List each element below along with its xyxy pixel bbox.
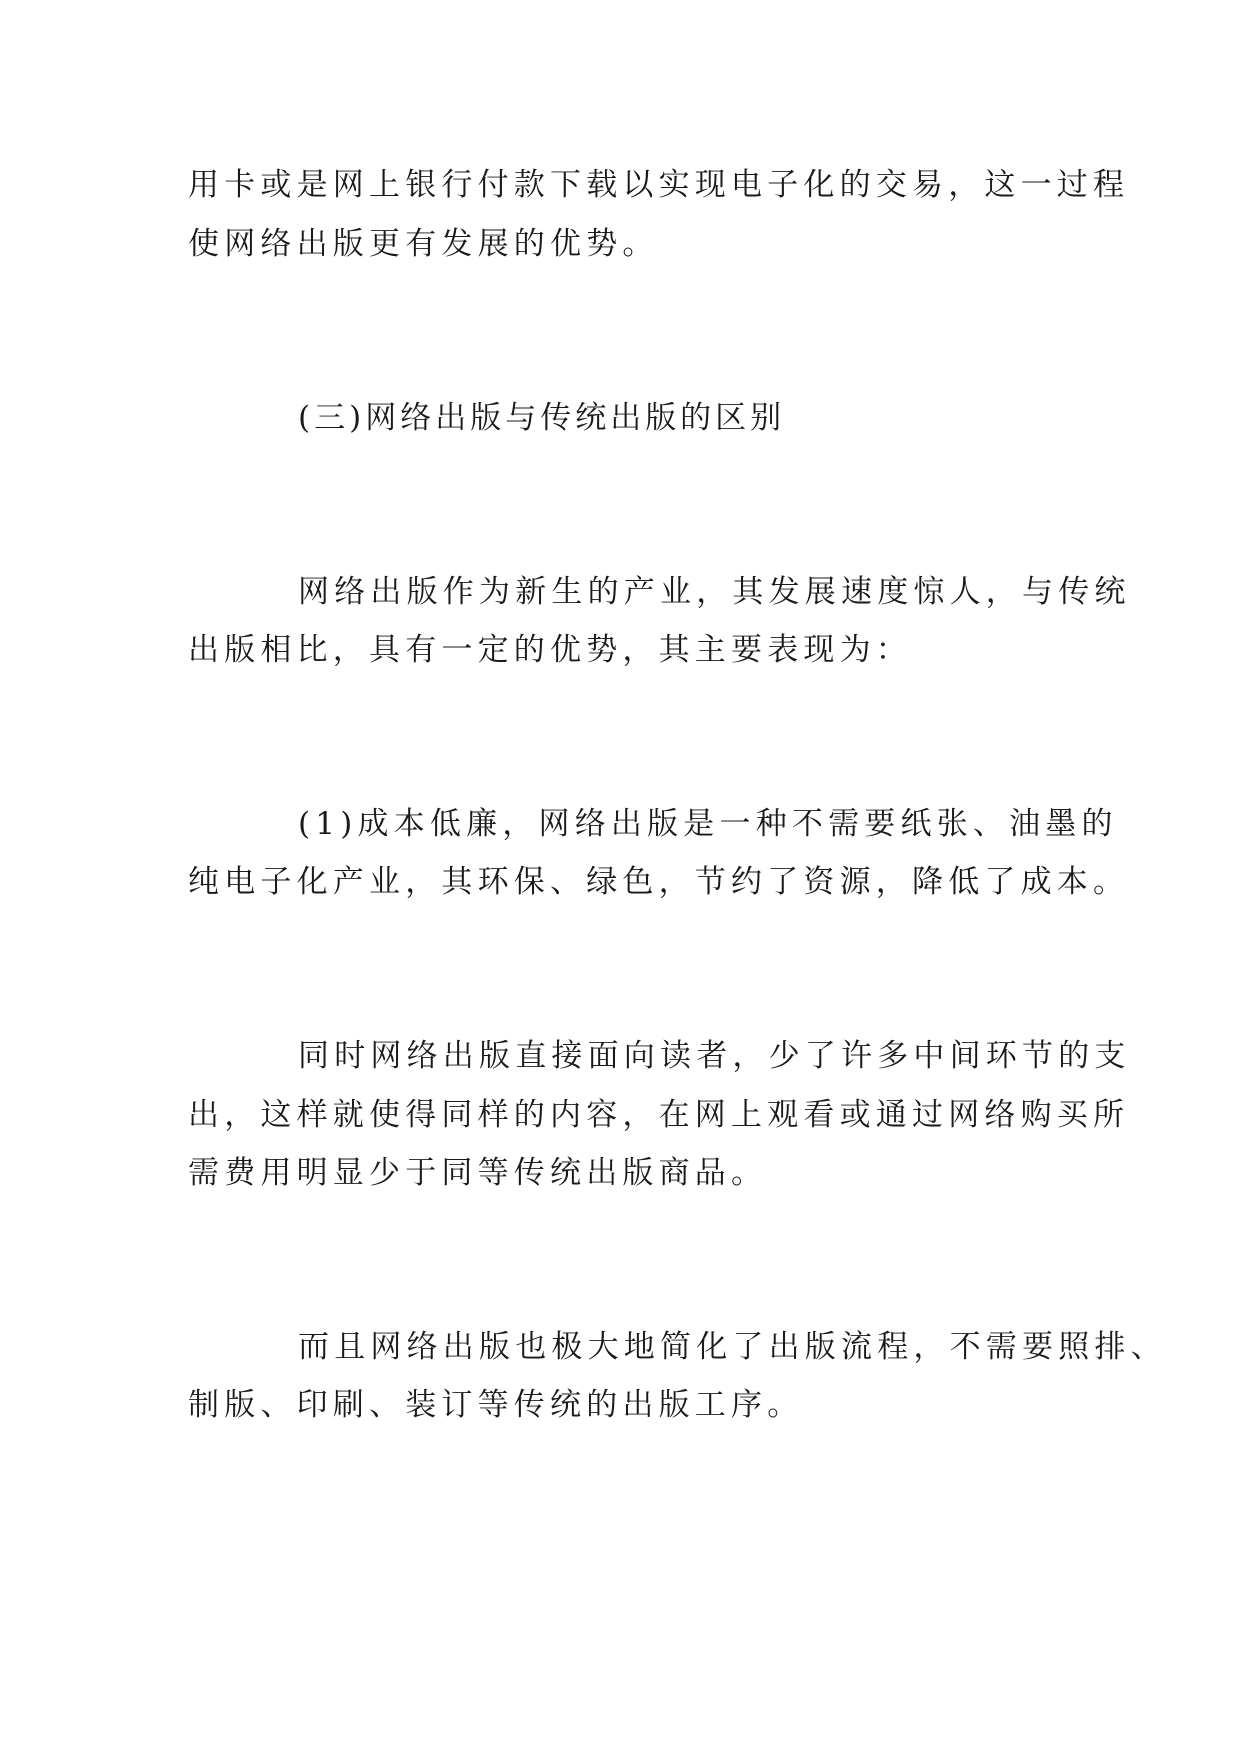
body-text-line: 制版、印刷、装订等传统的出版工序。 — [188, 1387, 804, 1423]
section-heading: (三)网络出版与传统出版的区别 — [298, 400, 786, 436]
body-text-line: 网络出版作为新生的产业，其发展速度惊人，与传统 — [298, 574, 1131, 610]
body-text-line: 需费用明显少于同等传统出版商品。 — [188, 1155, 768, 1191]
body-text-line: 同时网络出版直接面向读者，少了许多中间环节的支 — [298, 1038, 1131, 1074]
body-text-line: 纯电子化产业，其环保、绿色，节约了资源，降低了成本。 — [188, 864, 1130, 900]
body-text-line: (1)成本低廉，网络出版是一种不需要纸张、油墨的 — [298, 806, 1118, 842]
body-text-line: 用卡或是网上银行付款下载以实现电子化的交易，这一过程 — [188, 167, 1130, 203]
body-text-line: 出版相比，具有一定的优势，其主要表现为： — [188, 632, 912, 668]
body-text-line: 使网络出版更有发展的优势。 — [188, 226, 659, 262]
body-text-line: 出，这样就使得同样的内容，在网上观看或通过网络购买所 — [188, 1097, 1130, 1133]
body-text-line: 而且网络出版也极大地简化了出版流程，不需要照排、 — [298, 1329, 1167, 1365]
